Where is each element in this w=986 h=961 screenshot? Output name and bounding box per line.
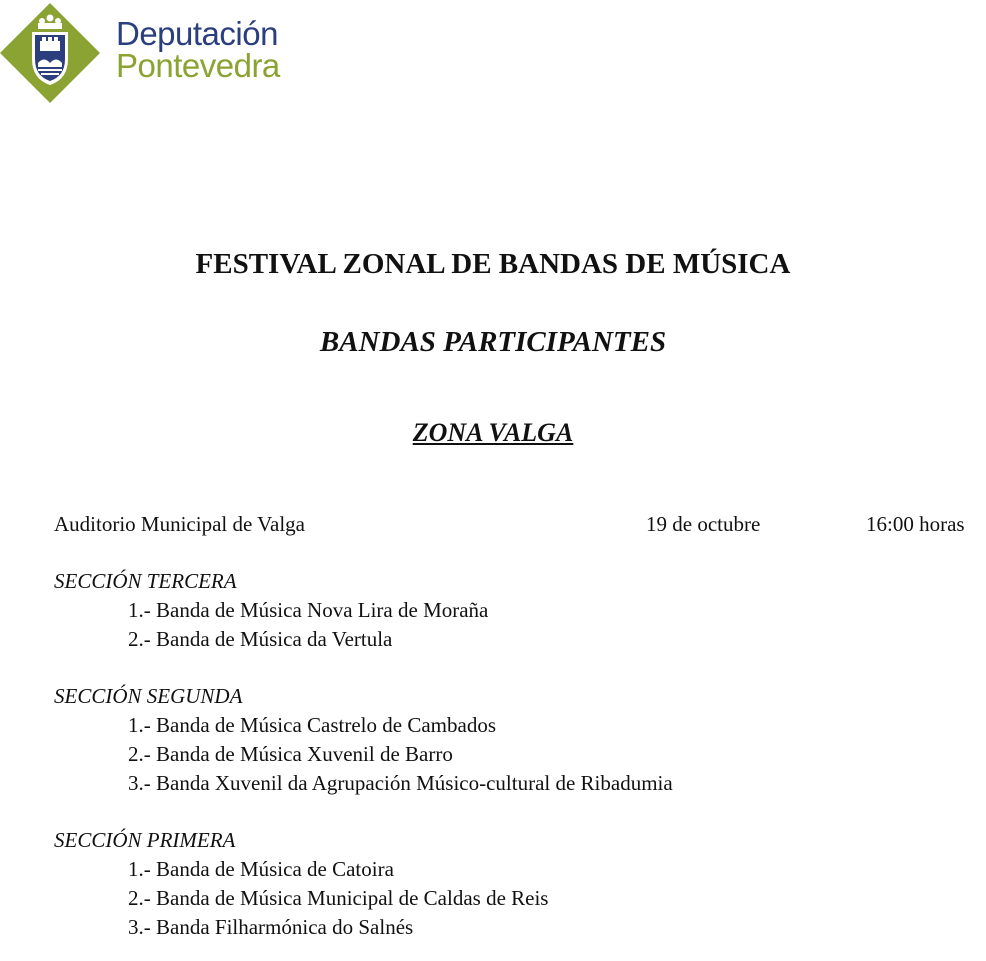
venue-name: Auditorio Municipal de Valga [54,512,305,536]
section-primera [54,826,954,942]
band-item: 1.- Banda de Música Castrelo de Cambados [128,713,496,737]
logo-line-pontevedra: Pontevedra [116,47,280,84]
section-heading: SECCIÓN SEGUNDA [54,684,243,708]
logo-line-deputacion: Deputación [116,15,278,52]
band-item: 3.- Banda Xuvenil da Agrupación Músico-cultural de Ribadumia [128,771,673,795]
band-item: 3.- Banda Filharmónica do Salnés [128,915,414,939]
band-item: 2.- Banda de Música Xuvenil de Barro [128,742,453,766]
band-list [54,855,954,942]
coat-of-arms-icon [0,1,102,105]
venue-time: 16:00 horas [866,512,965,536]
band-list [54,711,954,798]
zone-heading: ZONA VALGA [412,418,574,447]
section-tercera [54,567,954,654]
band-item: 1.- Banda de Música de Catoira [128,857,394,881]
document-subtitle: BANDAS PARTICIPANTES [319,326,667,358]
section-segunda [54,682,954,798]
venue-date: 19 de octubre [646,512,761,536]
section-heading: SECCIÓN TERCERA [54,569,237,593]
band-list [54,596,954,654]
section-heading: SECCIÓN PRIMERA [54,828,236,852]
band-item: 2.- Banda de Música da Vertula [128,627,393,651]
band-item: 2.- Banda de Música Municipal de Caldas de Reis [128,886,549,910]
band-item: 1.- Banda de Música Nova Lira de Moraña [128,598,489,622]
deputacion-pontevedra-logo [0,0,310,110]
document-title: FESTIVAL ZONAL DE BANDAS DE MÚSICA [195,248,791,280]
